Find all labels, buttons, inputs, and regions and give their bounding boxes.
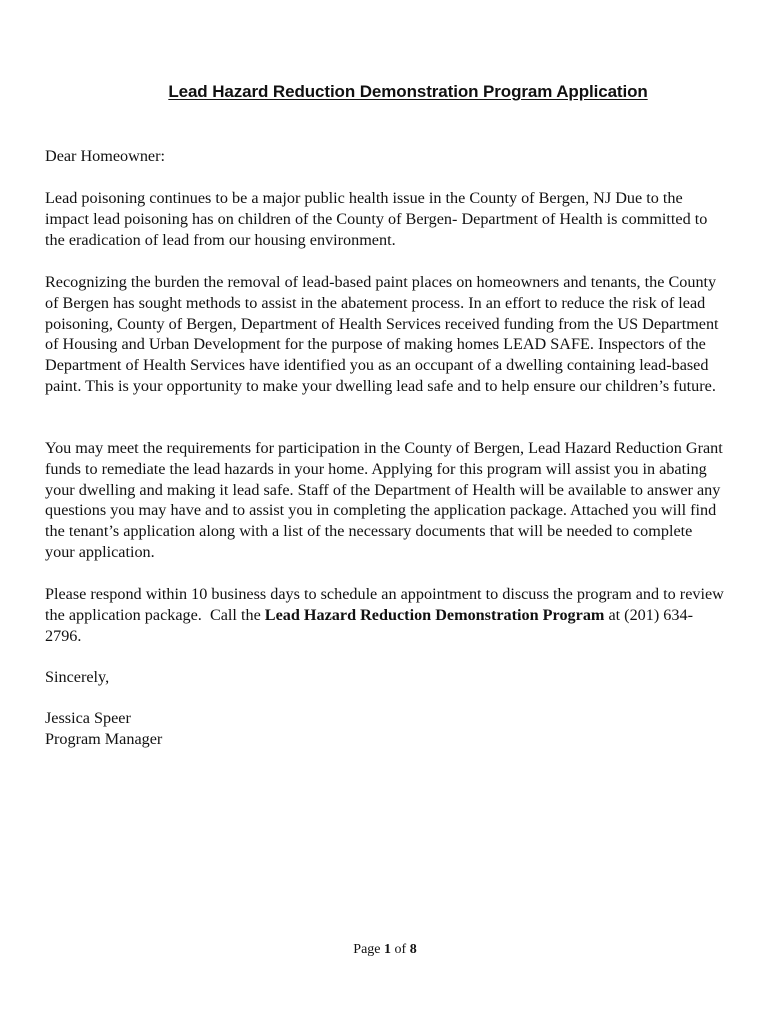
paragraph-1-text: Lead poisoning continues to be a major public health issue in the County of Bergen, NJ Due to the impact lead poisoning has on children of the County of Bergen- Department of Health is committed to the eradication of lead from our housing environment. xyxy=(45,189,708,249)
of-label: of xyxy=(391,942,410,957)
document-title: Lead Hazard Reduction Demonstration Program Application xyxy=(168,82,648,101)
closing-text: Sincerely, xyxy=(45,668,110,686)
closing xyxy=(45,667,725,688)
signer-title: Program Manager xyxy=(45,729,163,748)
paragraph-3 xyxy=(45,438,725,563)
paragraph-4-text xyxy=(45,584,728,646)
page-label: Page xyxy=(353,942,385,957)
paragraph-2 xyxy=(45,272,725,397)
salutation xyxy=(45,146,725,167)
total-pages-number: 8 xyxy=(409,942,417,957)
paragraph-1 xyxy=(45,188,725,250)
page-footer xyxy=(0,942,770,958)
salutation-text: Dear Homeowner: xyxy=(45,147,166,165)
paragraph-4-phone: at (201) 634-2796. xyxy=(45,605,693,645)
paragraph-3-text: You may meet the requirements for participation in the County of Bergen, Lead Hazard Reduction Grant funds to remediate the lead hazards in your home. Applying for this program will assist you in abating your dwelling and making it lead safe. Staff of the Department of Health will be available to answer any questions you may have and to assist you in completing the application package. Attached you will find the tenant’s application along with a list of the necessary documents that will be needed to complete your application. xyxy=(45,439,723,561)
program-name: Lead Hazard Reduction Demonstration Program xyxy=(264,605,605,624)
signature-block xyxy=(45,708,725,750)
paragraph-2-text: Recognizing the burden the removal of lead-based paint places on homeowners and tenants, the County of Bergen has sought methods to assist in the abatement process. In an effort to reduce the risk of lead poisoning, County of Bergen, Department of Health Services received funding from the US Department of Housing and Urban Development for the purpose of making homes LEAD SAFE. Inspectors of the Department of Health Services have identified you as an occupant of a dwelling containing lead-based paint. This is your opportunity to make your dwelling lead safe and to help ensure our children’s future. xyxy=(45,273,719,395)
paragraph-4 xyxy=(45,584,728,646)
signer-name: Jessica Speer xyxy=(45,709,131,727)
paragraph-4-lead: Please respond within 10 business days to schedule an appointment to discuss the program and to review the application package. Call the xyxy=(45,585,728,624)
current-page-number: 1 xyxy=(384,942,392,957)
